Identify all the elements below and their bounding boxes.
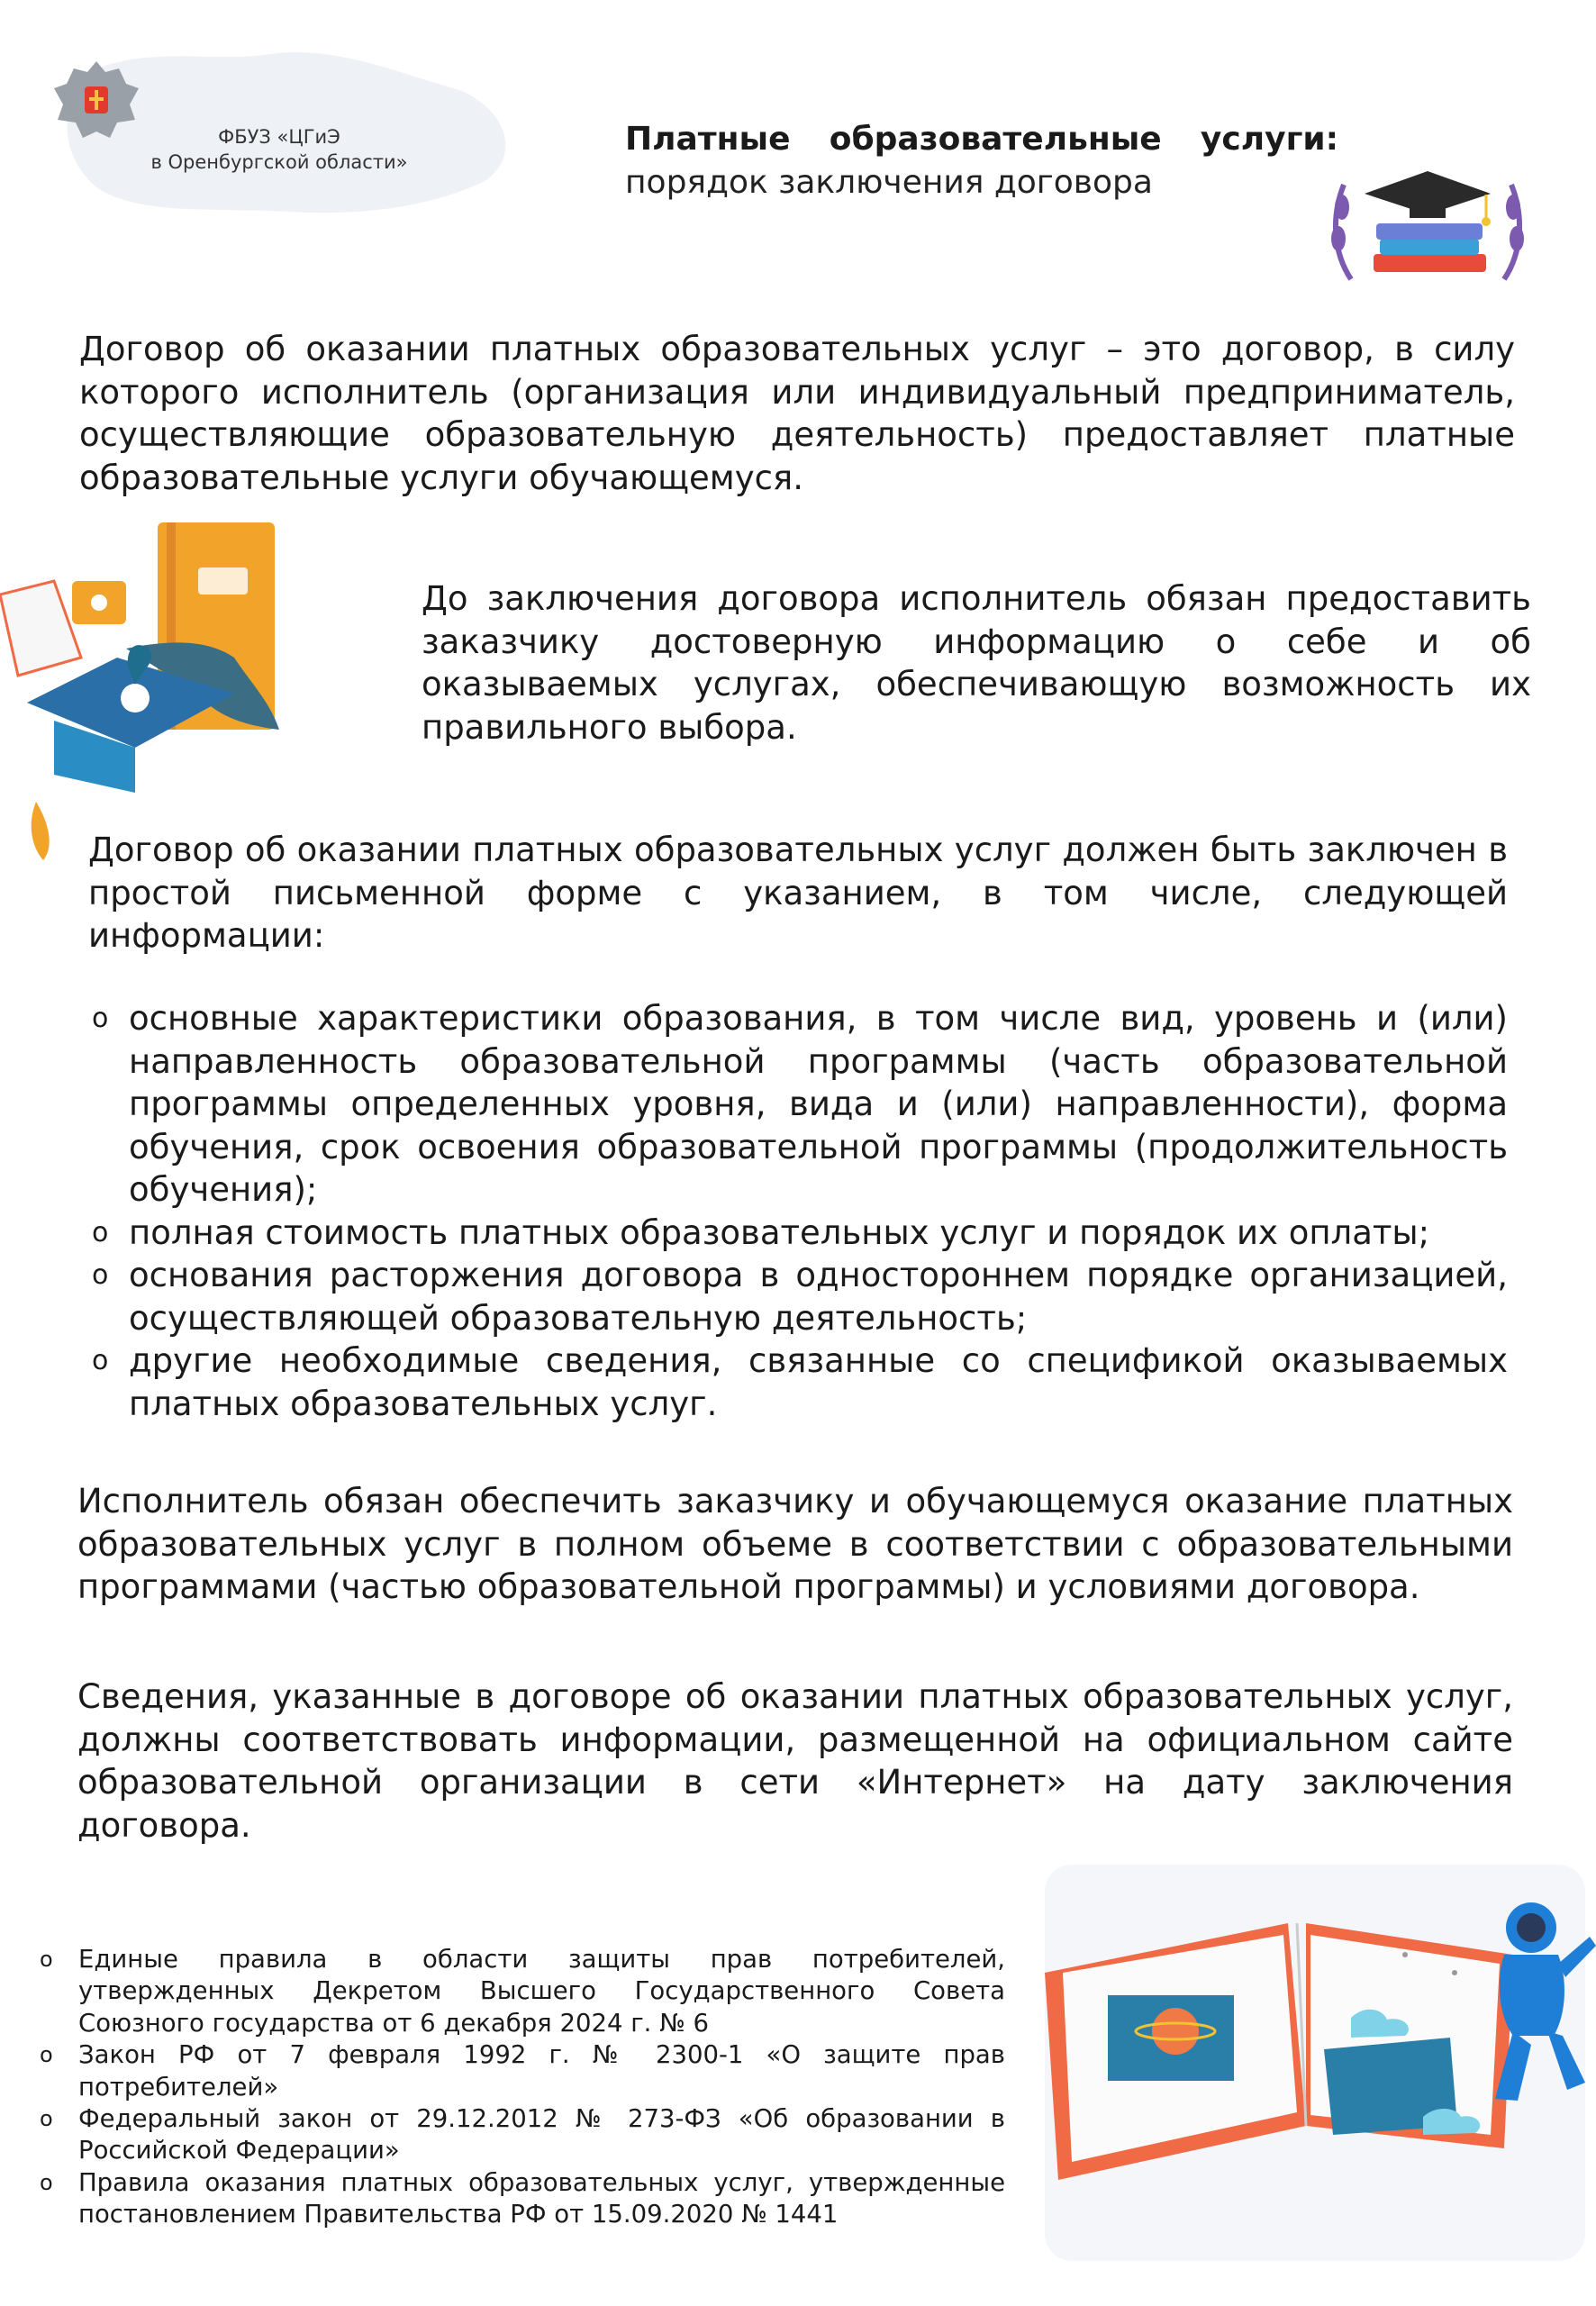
list-item: o основные характеристики образования, в том числе вид, уровень и (или) направленность образовательной программы (часть образовательной программы определенных уровня, вида и (или) направленности), форма обучения, срок освоения образовательной программы (продолжительность обучения);	[88, 997, 1508, 1212]
list-item: o Федеральный закон от 29.12.2012 № 273-ФЗ «Об образовании в Российской Федерации»	[36, 2103, 1005, 2167]
list-item: o Единые правила в области защиты прав потребителей, утвержденных Декретом Высшего Государственного Совета Союзного государства от 6 декабря 2024 г. № 6	[36, 1944, 1005, 2039]
graduation-books-icon	[1324, 153, 1531, 297]
references-list	[36, 1944, 1005, 2231]
obligation-paragraph: Исполнитель обязан обеспечить заказчику и обучающемуся оказание платных образовательных услуг в полном объеме в соответствии с образовательными программами (частью образовательной программы) и условиями договора.	[77, 1482, 1513, 1606]
page-subtitle: порядок заключения договора	[625, 164, 1153, 201]
space-book-illustration	[1027, 1829, 1596, 2279]
org-name-line2: в Оренбургской области»	[150, 151, 408, 173]
list-item: o другие необходимые сведения, связанные со спецификой оказываемых платных образовательных услуг.	[88, 1339, 1508, 1425]
required-info-list	[88, 997, 1508, 1425]
info-paragraph: До заключения договора исполнитель обязан предоставить заказчику достоверную информацию о себе и об оказываемых услугах, обеспечивающую возможность их правильного выбора.	[422, 579, 1531, 747]
intro-paragraph: Договор об оказании платных образовательных услуг – это договор, в силу которого исполнитель (организация или индивидуальный предприниматель, осуществляющие образовательную деятельность) предоставляет платные образовательные услуги обучающемуся.	[79, 330, 1515, 497]
header-logo-area	[36, 36, 522, 225]
website-paragraph: Сведения, указанные в договоре об оказании платных образовательных услуг, должны соответствовать информации, размещенной на официальном сайте образовательной организации в сети «Интернет» на дату заключения договора.	[77, 1677, 1513, 1845]
page-title: Платные образовательные услуги:	[625, 121, 1338, 158]
org-name-line1: ФБУЗ «ЦГиЭ	[218, 126, 340, 148]
list-item: o Правила оказания платных образовательных услуг, утвержденные постановлением Правительства РФ от 15.09.2020 № 1441	[36, 2167, 1005, 2231]
list-item: o полная стоимость платных образовательных услуг и порядок их оплаты;	[88, 1212, 1508, 1255]
list-item: o основания расторжения договора в одностороннем порядке организацией, осуществляющей образовательную деятельность;	[88, 1254, 1508, 1339]
list-item: o Закон РФ от 7 февраля 1992 г. № 2300-1 «О защите прав потребителей»	[36, 2039, 1005, 2103]
student-study-illustration	[0, 513, 306, 874]
form-paragraph: Договор об оказании платных образовательных услуг должен быть заключен в простой письменной форме с указанием, в том числе, следующей информации:	[88, 831, 1508, 955]
eagle-emblem-icon	[47, 52, 146, 151]
